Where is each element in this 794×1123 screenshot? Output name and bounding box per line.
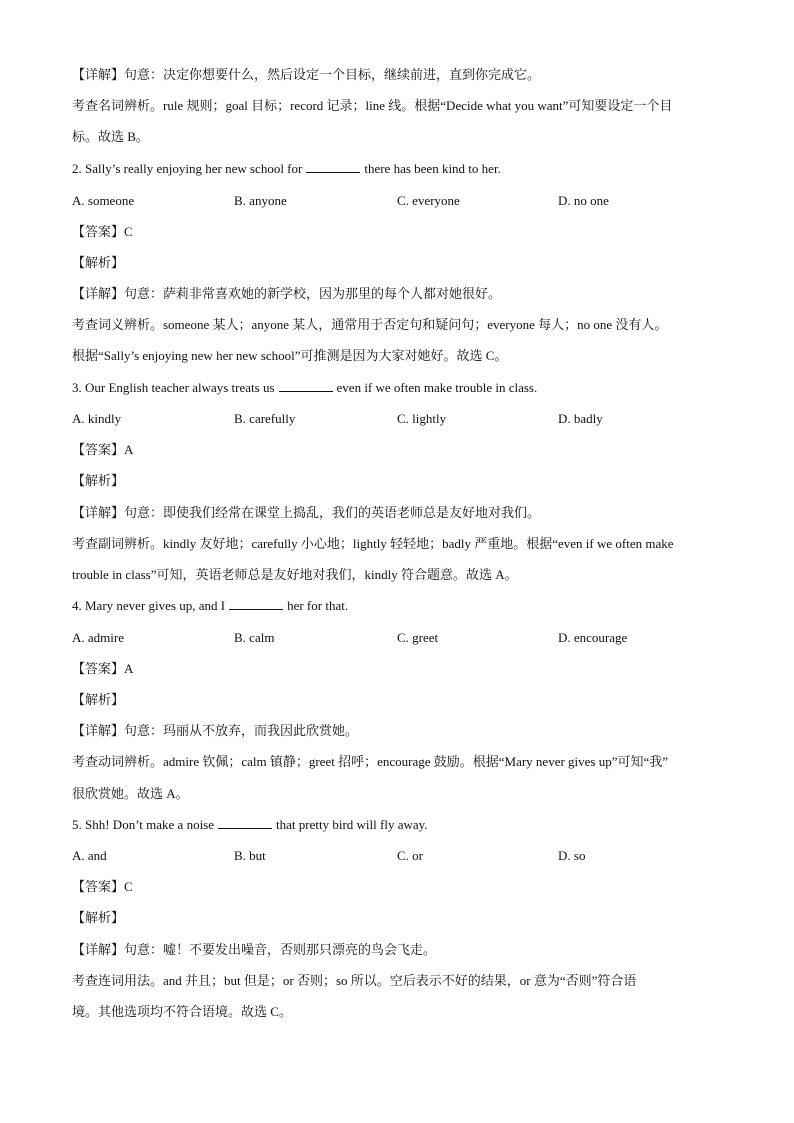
option-a: A. someone: [72, 193, 135, 208]
explanation-analysis-cont: trouble in class”可知，英语老师总是友好地对我们，kindly 符合题意。故选 A。: [72, 567, 518, 582]
option-c: C. greet: [397, 630, 439, 645]
analysis-label: 【解析】: [72, 910, 125, 925]
answer-blank: [306, 160, 360, 173]
question-4-stem-end: her for that.: [287, 598, 349, 613]
option-d: D. so: [558, 848, 586, 863]
explanation-detail: 【详解】句意：即使我们经常在课堂上捣乱，我们的英语老师总是友好地对我们。: [72, 505, 541, 520]
option-a: A. and: [72, 848, 107, 863]
explanation-analysis: 考查副词辨析。kindly 友好地；carefully 小心地；lightly 轻轻地；badly 严重地。根据“even if we often make: [72, 536, 674, 551]
option-b: B. anyone: [234, 193, 287, 208]
option-b: B. calm: [234, 630, 275, 645]
explanation-analysis-q1: 考查名词辨析。rule 规则；goal 目标；record 记录；line 线。根据“Decide what you want”可知要设定一个目: [72, 98, 673, 113]
analysis-label: 【解析】: [72, 473, 125, 488]
answer-label: 【答案】A: [72, 661, 134, 676]
option-d: D. no one: [558, 193, 609, 208]
question-5-stem-end: that pretty bird will fly away.: [276, 817, 428, 832]
explanation-analysis: 考查连词用法。and 并且；but 但是；or 否则；so 所以。空后表示不好的结果，or 意为“否则”符合语: [72, 973, 637, 988]
explanation-analysis: 考查动词辨析。admire 钦佩；calm 镇静；greet 招呼；encourage 鼓励。根据“Mary never gives up”可知“我”: [72, 754, 669, 769]
question-2-stem-end: there has been kind to her.: [364, 161, 501, 176]
explanation-analysis: 考查词义辨析。someone 某人；anyone 某人，通常用于否定句和疑问句；everyone 每人；no one 没有人。: [72, 317, 668, 332]
answer-blank: [218, 816, 272, 829]
answer-blank: [229, 597, 283, 610]
question-2-stem: 2. Sally’s really enjoying her new school for: [72, 161, 303, 176]
option-d: D. badly: [558, 411, 603, 426]
question-5: [72, 816, 428, 834]
option-d: D. encourage: [558, 630, 628, 645]
option-c: C. or: [397, 848, 423, 863]
question-3: [72, 379, 537, 397]
option-c: C. lightly: [397, 411, 447, 426]
question-3-stem-end: even if we often make trouble in class.: [336, 380, 538, 395]
answer-label: 【答案】A: [72, 442, 134, 457]
explanation-analysis-cont: 根据“Sally’s enjoying new her new school”可推测是因为大家对她好。故选 C。: [72, 348, 508, 363]
answer-blank: [279, 379, 333, 392]
option-a: A. admire: [72, 630, 124, 645]
option-a: A. kindly: [72, 411, 122, 426]
explanation-detail: 【详解】句意：玛丽从不放弃，而我因此欣赏她。: [72, 723, 359, 738]
question-5-stem: 5. Shh! Don’t make a noise: [72, 817, 215, 832]
question-4: [72, 597, 348, 615]
option-b: B. but: [234, 848, 266, 863]
explanation-detail-q1: 【详解】句意：决定你想要什么，然后设定一个目标，继续前进，直到你完成它。: [72, 67, 541, 82]
option-b: B. carefully: [234, 411, 296, 426]
explanation-detail: 【详解】句意：嘘！不要发出噪音，否则那只漂亮的鸟会飞走。: [72, 942, 437, 957]
explanation-analysis-cont: 境。其他选项均不符合语境。故选 C。: [72, 1004, 292, 1019]
question-4-stem: 4. Mary never gives up, and I: [72, 598, 226, 613]
question-2: [72, 160, 501, 178]
option-c: C. everyone: [397, 193, 460, 208]
question-3-stem: 3. Our English teacher always treats us: [72, 380, 275, 395]
analysis-label: 【解析】: [72, 255, 125, 270]
answer-label: 【答案】C: [72, 879, 133, 894]
explanation-detail: 【详解】句意：萨莉非常喜欢她的新学校，因为那里的每个人都对她很好。: [72, 286, 502, 301]
analysis-label: 【解析】: [72, 692, 125, 707]
explanation-analysis-q1-cont: 标。故选 B。: [72, 129, 149, 144]
answer-label: 【答案】C: [72, 224, 133, 239]
explanation-analysis-cont: 很欣赏她。故选 A。: [72, 786, 189, 801]
